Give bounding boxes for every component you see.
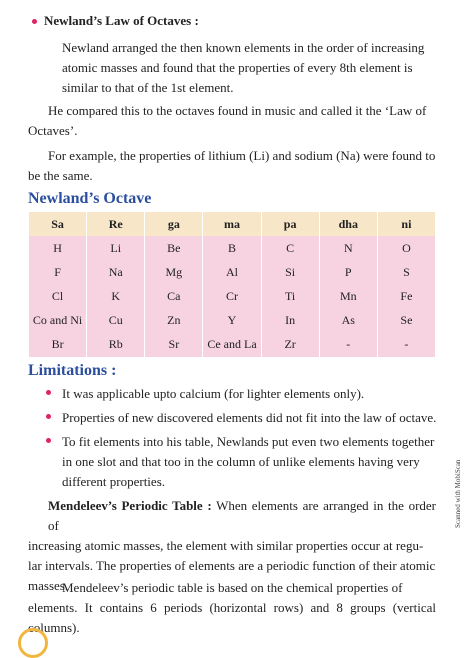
bullet-icon [46,414,51,419]
table-cell: Rb [87,333,145,357]
column-header: Sa [29,212,87,236]
table-row [29,309,436,333]
mendeleev-paragraph-2 [28,578,436,638]
table-header-row [29,212,436,236]
mendeleev-heading: Mendeleev’s Periodic Table : [48,498,212,513]
octave-table-container [28,212,436,357]
table-row [29,284,436,308]
limitations-title: Limitations : [28,362,117,379]
corner-decoration [18,628,48,658]
table-cell: Cl [29,284,87,308]
table-cell: K [87,284,145,308]
text-line: To fit elements into his table, Newlands put even two elements together [62,434,435,449]
column-header: Re [87,212,145,236]
text-line: elements. It contains 6 periods (horizontal rows) and 8 groups (vertical columns). [28,600,436,635]
text-line: Properties of new discovered elements did not fit into the law of octave. [62,410,437,425]
text-line: He compared this to the octaves found in music and called it the ‘Law of [48,103,427,118]
table-cell: Sr [145,333,203,357]
table-cell: As [319,309,377,333]
table-cell: Li [87,236,145,260]
octave-table [28,212,436,357]
text-line: in one slot and that too in the column of unlike elements having very [62,454,420,469]
table-cell: S [377,260,435,284]
bullet-icon [46,390,51,395]
table-cell: C [261,236,319,260]
newland-paragraph-3 [28,146,436,186]
table-cell: - [377,333,435,357]
bullet-icon [46,438,51,443]
text-run: When elements are arranged in the order of [48,498,436,533]
text-line: different properties. [62,474,165,489]
text-line: Mendeleev’s periodic table is based on the chemical properties of [62,580,403,595]
text-line: For example, the properties of lithium (Li) and sodium (Na) were found to [48,148,436,163]
octave-section-title: Newland’s Octave [28,190,152,207]
table-cell: Be [145,236,203,260]
table-cell: Na [87,260,145,284]
table-cell: Ce and La [203,333,261,357]
table-cell: Co and Ni [29,309,87,333]
table-cell: Se [377,309,435,333]
column-header: ni [377,212,435,236]
text-line: atomic masses and found that the properties of every 8th element is [62,60,413,75]
bullet-icon [32,19,37,24]
table-cell: Zr [261,333,319,357]
table-cell: Mg [145,260,203,284]
table-cell: Ca [145,284,203,308]
newland-paragraph-1 [62,38,436,98]
table-cell: Si [261,260,319,284]
table-cell: - [319,333,377,357]
text-line: Newland arranged the then known elements in the order of increasing [62,40,425,55]
table-cell: Br [29,333,87,357]
text-line: be the same. [28,168,93,183]
text-line: increasing atomic masses, the element with similar properties occur at regu- [28,538,424,553]
table-row [29,236,436,260]
text-line: lar intervals. The properties of elements are a periodic function of their atomic [28,558,436,573]
table-cell: N [319,236,377,260]
newland-paragraph-2 [28,101,436,141]
text-line: masses. [28,578,69,593]
text-line [28,496,436,536]
column-header: ga [145,212,203,236]
table-row [29,260,436,284]
column-header: dha [319,212,377,236]
table-row [29,333,436,357]
table-cell: B [203,236,261,260]
newland-law-heading: Newland’s Law of Octaves : [44,13,199,28]
table-cell: In [261,309,319,333]
limitation-item [62,384,364,404]
table-cell: Mn [319,284,377,308]
limitation-item [62,408,436,428]
table-cell: Ti [261,284,319,308]
limitation-item [62,432,436,492]
column-header: pa [261,212,319,236]
table-cell: O [377,236,435,260]
text-line: similar to that of the 1st element. [62,80,234,95]
margin-watermark: Scanned with MobiScan [454,459,462,528]
table-cell: P [319,260,377,284]
table-cell: Cu [87,309,145,333]
table-cell: Cr [203,284,261,308]
text-line: Octaves’. [28,123,78,138]
column-header: ma [203,212,261,236]
table-cell: Y [203,309,261,333]
table-cell: H [29,236,87,260]
table-cell: Zn [145,309,203,333]
table-cell: Al [203,260,261,284]
text-line: It was applicable upto calcium (for lighter elements only). [62,386,365,401]
table-cell: Fe [377,284,435,308]
table-cell: F [29,260,87,284]
